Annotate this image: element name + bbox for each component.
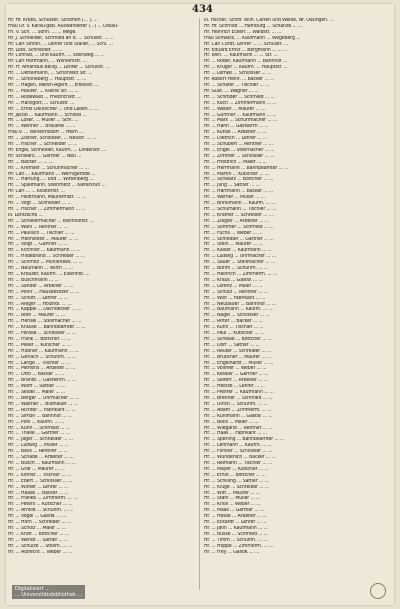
directory-entry: Hr. ... Kappel ... Dachdecker ... ... — [8, 307, 82, 313]
directory-entry: Hr. ... Rodewald ... Friedrichstr. ... — [8, 94, 82, 100]
directory-entry: Hr. ... Meier ... Kutscher ... ... — [8, 342, 72, 348]
directory-entry: Hr. ... Albrecht ... Weber ... ... — [8, 549, 73, 555]
directory-entry: Hr. ... Koch ... Zimmermann ... ... — [204, 100, 277, 106]
directory-entry: Hr. ... Hübner ... Kaufmann ... ... — [8, 348, 79, 354]
directory-entry: Hr. ... Kühn ... Schmied ... ... — [8, 425, 70, 431]
directory-entry: Hr. ... Reimann ... Tischler ... ... — [204, 460, 273, 466]
directory-entry: Hr. ... Günther ... Kaufmann ... ... — [204, 112, 277, 118]
directory-entry: Hr. ... Paulisch ... Tischler ... ... — [8, 230, 75, 236]
directory-entry: Hr. ... Schade ... Arbeiter ... ... — [8, 455, 74, 461]
directory-entry: Hr. ... Schwarz ... Böttcher ... ... — [204, 177, 274, 183]
directory-entry: Hr. ... Hartmann ... Bäcker ... ... — [204, 189, 273, 195]
directory-entry: Hr. ... Kuhn ... Tischler ... ... — [204, 325, 264, 331]
directory-entry: Hr. Jacob ... Kaufmann ... Schloss ... — [8, 112, 87, 118]
directory-entry: Hr. ... Wolff ... Sattler ... ... — [8, 384, 66, 390]
directory-entry: Hr. ... Jahn ... Kaufmann ... ... — [204, 525, 268, 531]
directory-entry: Hr. ... Hartung, ... und ... Wittenberg ... — [8, 177, 94, 183]
directory-entry: Hr. ... Fischer ... Schneider ... ... — [8, 142, 78, 148]
directory-entry: Hr. ... Schäfer ... Tischler ... ... — [204, 82, 270, 88]
directory-entry: Hr. ... Schütz ... Rentner ... ... — [204, 289, 268, 295]
directory-entry: Hr. Carl Simon, ... Lehrer und Staller, ... Schl. ... — [8, 41, 113, 47]
directory-entry: Hr. ... Dietrich ... Lehrer ... ... — [204, 136, 267, 142]
directory-entry: Hr. ... Krause ... Bahnbeamter ... ... — [8, 325, 86, 331]
directory-entry: Hr. ... Hansgott, ... Schulstr. ... — [8, 100, 75, 106]
directory-entry: Hr. ... Zimmer ... Schlosser ... ... — [204, 153, 275, 159]
directory-entry: Hr. ... Ludwig ... Uhrmacher ... ... — [204, 254, 276, 260]
directory-entry: Hr. ... Kessler ... Gärtner ... ... — [204, 372, 269, 378]
directory-entry: Hr. ... Wahl ... Rentner ... ... — [8, 224, 68, 230]
directory-entry: Hr. ... Haase ... Bäcker ... ... — [8, 490, 69, 496]
directory-entry: Hr. Schwarz, ... Gärtner ... Neu ... — [8, 153, 82, 159]
directory-entry: Hr. Hr. Schmidt ... Hamburg ... Schanze ... ... — [204, 23, 303, 29]
directory-entry: Hr. ... Heinze ... Lehrer ... ... — [204, 384, 265, 390]
directory-entry: III. Fischer, Schiff. Wilh. Carlen und Weide, Nr. Ossingen. ... — [204, 18, 334, 23]
directory-entry: Hr. Conrad, ... und Kaufm. ... Steinweg ... ... — [8, 53, 105, 59]
directory-entry: Hr. ... Pfeiffer ... Kaufmann ... ... — [204, 390, 274, 396]
directory-entry: Hr. J. Schneider, Schmied an d. ... Schulstr. ... ... — [8, 35, 114, 41]
directory-entry: Hr. ... Ritter ... Bäcker ... ... — [204, 319, 263, 325]
directory-entry: Hr. ... Schwab ... Böttcher ... ... — [204, 336, 272, 342]
directory-entry: Hr. Engel, Schneider, Kaufm. ... Lindenstr. ... — [8, 147, 107, 153]
directory-entry: Hr. ... Ulrich ... Schuhm. ... ... — [204, 401, 268, 407]
directory-entry: Hr. ... Sperling ... Bahnbeamter ... ... — [204, 437, 285, 443]
directory-entry: Hr. ... Horn ... Schreiber ... ... — [8, 520, 72, 526]
directory-entry: Hr. ... Busse ... Schmied ... ... — [204, 531, 268, 537]
directory-entry: Hr. ... Franke ... Zimmerm. ... ... — [8, 496, 78, 502]
directory-entry: Hr. ... Brinkmann ... Kaufm. ... ... — [204, 201, 276, 207]
directory-entry: Hr. ... Graf ... Maurer ... ... — [8, 466, 65, 472]
directory-entry: Hr. ... Sommer ... Schmied ... ... — [204, 224, 274, 230]
directory-entry: Hr. ... Hahn ... Gastwirth ... ... — [204, 124, 269, 130]
directory-entry: Hr. ... Schubert ... Rentner ... ... — [204, 142, 273, 148]
directory-entry: Hr. ... Sander ... Arbeiter ... ... — [8, 283, 74, 289]
directory-entry: Hr. ... Rieger ... Holzhdl. ... ... — [8, 301, 72, 307]
directory-entry: Hr. ... Kraft ... Böttcher ... ... — [8, 531, 69, 537]
directory-entry: Hr. ... Fenske ... Schlosser ... ... — [8, 331, 76, 337]
directory-entry: Hr. ... Engel ... Stellmacher ... ... — [204, 147, 275, 153]
directory-entry: Hr. ... Wendt ... Sattler ... ... — [8, 537, 69, 543]
directory-entry: Hr. ... Böhm ... Schuhm. ... ... — [204, 266, 268, 272]
directory-entry: Frau Schwarz, ... Kaufmann ... Wegeberg ... — [204, 35, 301, 41]
directory-entry: Hr. ... Mayer ... Kutscher ... ... — [204, 466, 269, 472]
directory-entry: Hr. Wilh. ... Kaufmann ... ... Str. ... — [204, 53, 278, 59]
directory-entry: Hr. ... Marx ... Schuhmacher ... ... — [204, 118, 278, 124]
directory-entry: Hr. ... Loser, ... Müller ... Schl. ... — [8, 118, 79, 124]
directory-entry: Hr. ... Otto ... Bäcker ... ... — [8, 372, 65, 378]
directory-entry: Hr. ... Kraus ... Gastw. ... ... — [204, 277, 263, 283]
directory-entry: Hr. Loss, Schneider. ... ... — [8, 47, 63, 53]
directory-entry: Hr. ... Voigt ... Gärtner ... ... — [8, 242, 68, 248]
directory-entry: III. Lentzsche ... — [8, 212, 43, 218]
left-column — [8, 18, 194, 590]
directory-entry: Hr. ... Knoll ... Weber ... ... — [204, 502, 261, 508]
directory-entry: Hr. ... Spielmann, Steinmetz ... Kiefersruh ... — [8, 183, 106, 189]
directory-entry: Hr. ... Winter ... Lehrer ... ... — [8, 484, 69, 490]
directory-entry: Hr. ... Friedrich ... Maler ... ... — [204, 159, 267, 165]
directory-entry: Hr. ... Lehmann ... Kaufm. ... ... — [204, 443, 272, 449]
directory-entry: Hr. ... Schöneberg ... Hauptstr. ... ... — [8, 77, 87, 83]
directory-entry: Hr. ... Buschmann ... ... — [8, 277, 59, 283]
directory-entry: Hr. ... Vollmer ... Weber ... ... — [204, 366, 267, 372]
directory-entry: Hr. ... Lemke ... Schlosser ... ... — [204, 71, 272, 77]
directory-entry: Hr. ... Schott ... Lehrer ... ... — [8, 295, 68, 301]
directory-entry: Hr. ... Heinrich ... Zimmerm. ... ... — [204, 271, 278, 277]
directory-entry: Hr. ... Martin ... Kutscher ... ... — [204, 171, 269, 177]
directory-entry: Hr. ... Maurer, ... Kleine Str. ... ... — [8, 88, 79, 94]
directory-entry: Hr. ... Hensel ... Stellmacher ... ... — [8, 319, 82, 325]
directory-entry: Hr. ... Seidel ... Maler ... ... — [8, 390, 66, 396]
directory-entry: Hr. ... Hesse ... Arbeiter ... ... — [204, 514, 267, 520]
directory-entry: Hr. ... Ziegler ... Arbeiter ... ... — [204, 218, 269, 224]
directory-entry: Hr. ... Helmstedt ... Maurer ... ... — [8, 236, 79, 242]
document-page — [6, 4, 394, 605]
directory-entry: Hr. ... Schulze ... Stellm. ... ... — [8, 543, 72, 549]
directory-entry: Hr. ... Neubauer ... Bahnhof ... ... — [204, 301, 276, 307]
directory-entry: Hr. Fr. Amandus Beilig ... Lehrer ... Schulstr. ... — [8, 65, 110, 71]
directory-entry: Hr. ... Kluge ... Schreiber ... ... — [204, 484, 269, 490]
directory-entry: Hr. ... Körner ... Tischler ... ... — [8, 472, 71, 478]
directory-entry: Hr. ... Vogt ... Schneider ... ... — [8, 201, 72, 207]
directory-entry: Hr. Carl Cordt, Lehrer ... ... Schulstr. ... — [204, 41, 289, 47]
directory-entry: Hr. Carl ... ... Klosterstr. ... — [8, 189, 65, 195]
directory-entry: Hr. ... Schleiermacher ... Bahnhofstr. ... — [8, 218, 94, 224]
directory-entry: Hr. ... Lorenz ... Maler ... ... — [204, 283, 263, 289]
directory-entry: Hr. Gust. ... Wagner ... ... — [204, 88, 259, 94]
directory-entry: Hr. ... Herrmann ... Bahnbeamter ... ... — [204, 165, 289, 171]
directory-entry: Hr. ... Kirchner ... Kaufmann ... ... — [8, 248, 81, 254]
directory-entry: Hr. ... Kuhlmann ... Gastw. ... ... — [204, 413, 273, 419]
directory-entry: Hr. ... Nagel ... Schlosser ... ... — [204, 313, 270, 319]
directory-entry: Hr. ... Kaiser ... Kaufmann ... ... — [204, 248, 272, 254]
directory-entry: Hr. ... Adam ... Zimmerm. ... ... — [204, 407, 272, 413]
directory-entry: Hr. ... Baumann ... Kaufm. ... ... — [204, 307, 273, 313]
directory-entry: Hr. ... Kremser ... Schuhmacher ... ... — [8, 165, 89, 171]
directory-entry: Hr. ... Wunderlich ... Bäcker ... ... — [204, 455, 276, 461]
directory-entry: Hr. ... Hildebrand ... Schreiber ... ... — [8, 254, 85, 260]
directory-entry: Hr. ... Schumann ... Tischler ... ... — [204, 207, 277, 212]
directory-entry: Hr. Hr. Krebs, Schuster, Schöffen (... ), ... — [8, 18, 98, 23]
directory-entry: Hr. ... Schmitz ... Mühlenbes. ... ... — [8, 260, 83, 266]
digitization-watermark — [12, 585, 85, 599]
directory-entry: Frl. v. Sch. ... Sohn. ... ... Wege. — [8, 29, 77, 35]
directory-entry: Hr. ... Richter ... Fabrikant ... ... — [8, 407, 76, 413]
directory-entry: Hr. ... Schreiber ... Gärtner ... ... — [204, 236, 274, 242]
directory-entry: Hr. ... Frank ... Böttcher ... ... — [8, 336, 71, 342]
directory-entry: Hr. ... Lange ... Tischler ... ... — [8, 360, 70, 366]
directory-entry: Hr. ... Wolf ... Fabrikant ... ... — [204, 295, 266, 301]
directory-entry: Hr. Robert Heinr. ... Bäcker ... ... — [204, 77, 274, 83]
directory-entry: Hr. ... Stein ... Maurer ... ... — [204, 242, 263, 248]
directory-entry: Hr. ... Ebert ... Schlosser ... ... — [8, 478, 73, 484]
directory-entry: Hr. ... Stahl ... Müller ... ... — [204, 496, 261, 502]
directory-entry: Hr. ... Brandt ... Gastwirth ... ... — [8, 378, 76, 384]
directory-entry: Hr. ... Thiele ... Gärtner ... ... — [8, 431, 70, 437]
directory-entry: Hr. ... Haas ... Fabrikant ... ... — [204, 431, 267, 437]
directory-entry: Hr. ... Brenner ... Schmied ... ... — [204, 396, 273, 401]
directory-entry: Hr. ... Hoppe ... Zimmerm. ... ... — [204, 543, 274, 549]
watermark-line-1: Digitalisiert ... — [15, 586, 51, 592]
directory-entry: Hr. ... Scholz ... Maler ... ... — [8, 525, 66, 531]
directory-entry: Hr. ... Gerlach ... Schuhm. ... ... — [8, 354, 77, 360]
directory-entry: Hr. ... Wiegand ... Rentner ... ... — [204, 425, 273, 431]
directory-entry: Hr. ... Jäger ... Schneider ... ... — [8, 437, 73, 443]
directory-entry: Hr. ... Berger ... Uhrmacher ... ... — [8, 396, 80, 401]
directory-entry: Hr. ... Fuchs ... Weber ... ... — [204, 230, 263, 236]
directory-entry: Hr. Carl Hoffmann, ... Wilhelmstr. ... — [8, 59, 87, 65]
directory-entry: Hr. ... Bock ... Maler ... ... — [204, 419, 259, 425]
column-divider — [199, 18, 200, 590]
directory-entry: Hr. ... Ernst Deutscher ... und Laden ... ... — [8, 106, 99, 112]
directory-entry: Hr. ... Witt ... Maurer ... ... — [204, 490, 260, 496]
directory-entry: Hr. ... Peters ... Kutscher ... ... — [8, 502, 73, 508]
page-number: 434 — [192, 4, 213, 15]
directory-entry: Hr. ... Neumann ... Wirth ... ... — [8, 266, 73, 272]
directory-entry: Hr. ... Sauer ... Stellmacher ... ... — [204, 260, 275, 266]
directory-entry: Hr. ... Ernst ... Böttcher ... ... — [204, 472, 266, 478]
directory-entry: Hr. ... Dörr ... Sattler ... ... — [204, 342, 260, 348]
directory-entry: Hr. ... Timm ... Schuhm. ... ... — [204, 537, 268, 543]
directory-entry: Hr. ... Schilling ... Sattler ... ... — [204, 478, 269, 484]
directory-entry: Hr. ... Eckardt ... Lehrer ... ... — [204, 520, 267, 526]
directory-entry: Hr. ... Förster ... Schlosser ... ... — [204, 449, 273, 455]
library-stamp-icon — [370, 583, 386, 599]
directory-entry: Hr. ... Beck ... Rentner ... ... — [8, 449, 68, 455]
directory-entry: Hr. ... Fischer ... Zimmermann ... ... — [8, 207, 86, 212]
directory-entry: Hr. ... Ludwig ... Müller ... ... — [8, 443, 69, 449]
directory-entry: Hr. ... Hagen, Waren-Agent ... Eifelsstr. ... — [8, 82, 99, 88]
directory-entry: Hr. ... Werner ... Müller ... ... — [204, 195, 265, 201]
directory-entry: Hr. ... Krüger ... Kaufm. ... Hauptstr. ... — [204, 65, 288, 71]
directory-entry: Hr. ... Reuter ... Schreiber ... ... — [204, 348, 272, 354]
directory-entry: Hr. ... Engelhardt ... Müller ... ... — [204, 360, 274, 366]
directory-entry: Hr. ... Frey ... Gastw. ... ... — [204, 549, 260, 555]
directory-entry: Hr. ... Pohl ... Kaufm. ... ... — [8, 419, 65, 425]
right-column — [204, 18, 390, 590]
directory-entry: Hr. ... Mohr ... Hausbesitzer ... ... — [8, 289, 80, 295]
directory-entry: Hr. ... Dettelmann, ... Schönfeld Str. ... — [8, 71, 93, 77]
directory-entry: Hr. ... Roth ... Maurer ... ... — [8, 313, 66, 319]
directory-entry: Hr. ... Maas ... Gärtner ... ... — [204, 508, 265, 514]
directory-entry: Hr. ... Arnold ... Schuhm. ... ... — [8, 508, 74, 514]
directory-entry: Hr. ... Schröder ... Schmied ... ... — [204, 94, 275, 100]
directory-entry: Hr. ... Simon ... Bahnhof ... ... — [8, 413, 72, 419]
directory-entry: Hr. ... Busch ... Kaufmann ... ... — [8, 460, 76, 466]
directory-entry: Hr. ... Walther ... Bildhauer ... ... — [8, 401, 78, 407]
directory-entry: Hr. ... Zöllner, Schlosser, ... Neustr. ... ... — [8, 136, 97, 142]
directory-entry: Hr. ... Kreuzer, Kaufm. ... Eisenhdl. ... — [8, 271, 90, 277]
directory-entry: Hr. ... Wehner ... Brauerei ... ... — [8, 124, 76, 130]
directory-entry: Hr. ... Kramer ... Schreiber ... ... — [204, 212, 273, 218]
directory-entry: Hr. Heinrich Eckert ... Waldstr. ... ... — [204, 29, 282, 35]
directory-entry: Hr. ... Kunze ... Arbeiter ... ... — [204, 130, 267, 136]
directory-entry: Hr. Eduard Ernst ... Bergmann ... ... ... — [204, 47, 288, 53]
directory-entry: Hr. ... Weber ... Maurer ... ... — [204, 106, 266, 112]
directory-entry: Hr. ... Bäcker ... ... ... — [8, 159, 53, 165]
directory-entry: Hr. ... Vogel ... Gastw. ... ... — [8, 514, 67, 520]
watermark-line-2: ... Universitätsbibliothek ... — [15, 592, 83, 598]
directory-entry: Hr. ... Mertens ... Arbeiter ... ... — [8, 366, 76, 372]
directory-entry: Hr. ... Paul ... Kutscher ... ... — [204, 331, 264, 337]
directory-entry: Frau v. ... Wilhelmsdorf ... Heim ... — [8, 130, 84, 136]
directory-entry: Frau Dr. v. Karau-geb. Auswanderer (...) ... Ossau- — [8, 23, 119, 29]
directory-entry: Hr. ... Seifert ... Arbeiter ... ... — [204, 378, 268, 384]
directory-entry: Hr. ... Feldtmann, Maurermstr. ... ... — [8, 195, 86, 201]
directory-entry: Hr. ... Brückner ... Maurer ... ... — [204, 354, 272, 360]
directory-entry: Hr. ... Jung ... Sattler ... ... — [204, 183, 260, 189]
directory-entry: Hr. Carl ... Kaufmann ... Wernigerode ... — [8, 171, 96, 177]
directory-entry: Hr. ... Röder, Kaufmann ... Bahnhof ... — [204, 59, 288, 65]
page-header — [6, 4, 394, 16]
